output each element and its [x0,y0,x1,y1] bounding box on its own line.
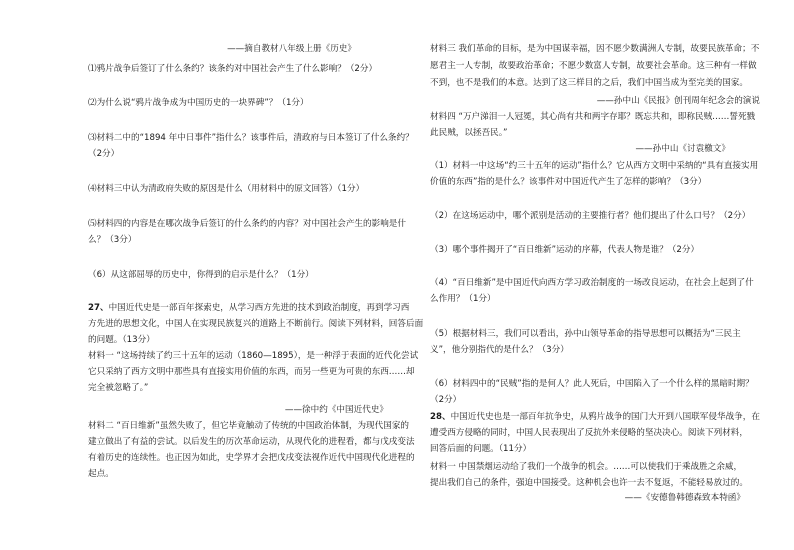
question-5-line-2: 么？（3分） [88,235,137,245]
question-27-line-2: 方先进的思想文化，中国人在实现民族复兴的道路上不断前行。阅读下列材料，回答后面 [88,319,424,329]
material-3-line-2: 愿君主一人专制，故要政治革命；不愿少数富人专制，故要社会革命。这三种有一样做 [430,61,757,71]
right-question-1-line-1: （1）材料一中这场“约三十五年的运动”指什么？它从西方文明中采纳的“具有直接实用 [430,161,759,171]
question-28-line-3: 回答后面的问题。（11分） [430,444,532,454]
material-28-line-2: 提出我们自己的条件，强迫中国接受。这种机会也许一去不复返，不能轻易放过的。 [430,478,748,488]
source-xu-zhongyue: ——徐中约《中国近代史》 [284,405,388,415]
material-3-line-1: 材料三 我们革命的目标，是为中国谋幸福，因不愿少数满洲人专制，故要民族革命；不 [430,44,760,54]
right-question-3: （3）哪个事件揭开了“百日维新”运动的序幕，代表人物是谁？（2分） [430,245,700,255]
question-27-number: 27、 [88,303,109,313]
question-28-number: 28、 [430,412,451,422]
question-28-line-2: 遭受西方侵略的同时，中国人民表现出了反抗外来侵略的坚决决心。阅读下列材料， [430,428,748,438]
material-2-line-2: 建立做出了有益的尝试。以后发生的历次革命运动，从现代化的进程看，都与戊戌变法 [88,437,415,447]
material-4-line-2: 此民贼，以拯吾民。” [430,128,508,138]
source-sun-taoyuan: ——孙中山《讨袁檄文》 [635,144,730,154]
question-2: ⑵为什么说“鸦片战争成为中国历史的一块界碑”？（1分） [88,98,309,108]
material-1-line-3: 完全被忽略了。” [88,383,149,393]
material-3-line-3: 不到，也不是我们的本意。达到了这三样目的之后，我们中国当成为至完美的国家。 [430,78,748,88]
material-2-line-3: 有着历史的连续性。也正因为如此，史学界才会把戊戌变法视作近代中国现代化进程的 [88,453,415,463]
source-sun-minbao: ——孙中山《民报》创刊周年纪念会的演说 [596,96,760,106]
question-4: ⑷材料三中认为清政府失败的原因是什么（用材料中的原文回答）（1分） [88,184,365,194]
question-28-line-1: 28、中国近代史也是一部百年抗争史，从鸦片战争的国门大开到八国联军侵华战争，在 [430,412,760,422]
right-question-5-line-1: （5）根据材料三，我们可以看出，孙中山领导革命的指导思想可以概括为“三民主 [430,329,741,339]
question-27-line-1: 27、中国近代史是一部百年探索史，从学习西方先进的技术到政治制度，再到学习西 [88,303,410,313]
material-4-line-1: 材料四 “万户涕泪一人冠冕，其心尚有共和两字存耶？既忘共和，即称民贼……誓死戮 [430,112,756,122]
right-question-6-line-2: （2分） [430,395,462,405]
right-question-4-line-1: （4）“百日维新”是中国近代向西方学习政治制度的一场改良运动，在社会上起到了什 [430,278,754,288]
question-3-line-2: （2分） [88,149,120,159]
right-question-2: （2）在这场运动中，哪个派别是活动的主要推行者？他们提出了什么口号？（2分） [430,211,751,221]
right-question-6-line-1: （6）材料四中的“民贼”指的是何人？此人死后，中国陷入了一个什么样的黑暗时期？ [430,379,754,389]
question-3-line-1: ⑶材料二中的“1894 年中日事件”指什么？该事件后，清政府与日本签订了什么条约？ [88,133,414,143]
question-6: （6）从这部屈辱的历史中，你得到的启示是什么？（1分） [88,270,314,280]
material-2-line-4: 起点。 [88,469,114,479]
material-1-line-1: 材料一 “这场持续了约三十五年的运动（1860—1895），是一种浮于表面的近代化尝试 [88,351,419,361]
question-1: ⑴鸦片战争后签订了什么条约？该条约对中国社会产生了什么影响？（2分） [88,64,378,74]
right-question-4-line-2: 么作用？（1分） [430,294,496,304]
right-question-1-line-2: 价值的东西”指的是什么？该事件对中国近代产生了怎样的影响？（3分） [430,177,707,187]
material-1-line-2: 它只采纳了西方文明中那些具有直接实用价值的东西，而另一些更为可贵的东西……却 [88,367,415,377]
source-textbook: ——摘自教材八年级上册《历史》 [227,44,356,54]
material-28-line-1: 材料一 中国禁烟运动给了我们一个战争的机会。……可以使我们于乘战胜之余威， [430,462,743,472]
material-2-line-1: 材料二 “百日维新”虽然失败了，但它毕竟触动了传统的中国政治体制，为现代国家的 [88,421,410,431]
right-question-5-line-2: 义”，他分别指代的是什么？（3分） [430,345,569,355]
source-letter: ——《安德鲁韩德森致本特函》 [624,493,745,503]
question-27-line-3: 的问题。（13分） [88,335,155,345]
question-5-line-1: ⑸材料四的内容是在哪次战争后签订的什么条约的内容？对中国社会产生的影响是什 [88,219,406,229]
